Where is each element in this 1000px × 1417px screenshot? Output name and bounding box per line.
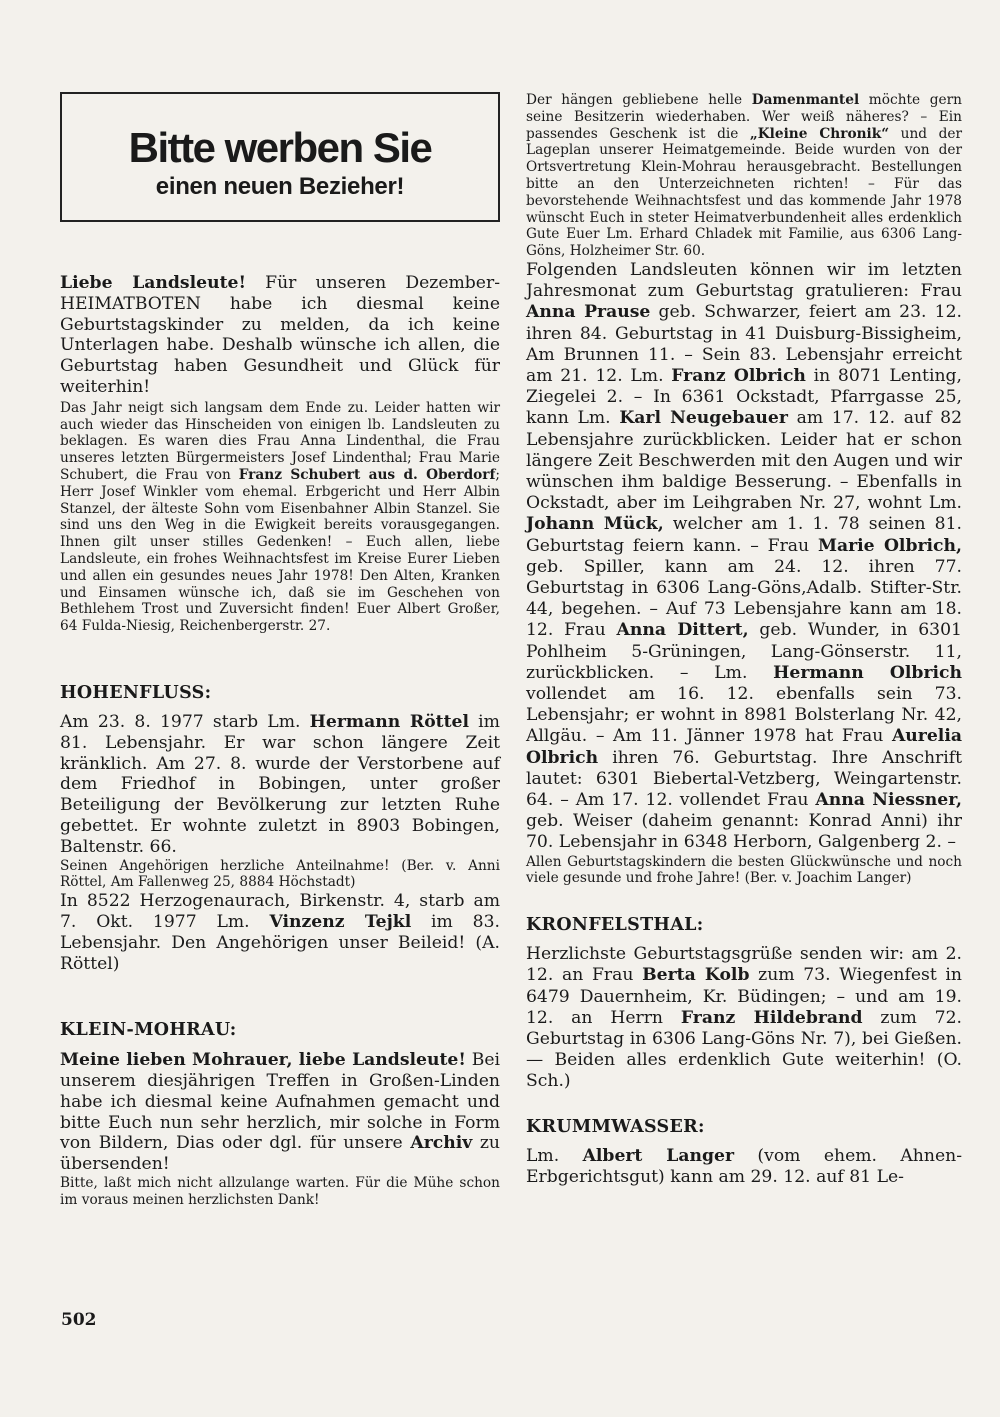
r2-text-f: geb. Spiller, kann am 24. 12. ihren 77. Geburtstag in 6306 Lang-Göns,Adalb. Stifter-Str. 44, begehen. – Auf 73 Lebensjahre kann am 18. 12. Frau: [526, 556, 962, 641]
section-heading-kronfelsthal: KRONFELSTHAL:: [526, 915, 704, 936]
r2-text-a: Folgenden Landsleuten können wir im letzten Jahresmonat zum Geburtstag gratulieren: Frau: [526, 259, 962, 302]
hf2-text-b: im 83. Lebensjahr. Den Angehörigen unser Beileid! (A. Röttel): [60, 911, 500, 974]
intro-text: Für unseren Dezember-HEIMATBOTEN habe ich diesmal keine Geburtstagskinder zu melden, da ich keine Unterlagen habe. Deshalb wünsche ich allen, die Geburtstag haben Gesundheit und Glück für weiterhin!: [60, 273, 500, 397]
obituary-bold-name: Franz Schubert aus d. Oberdorf: [238, 466, 496, 483]
r1-text-d: und der Lageplan unserer Heimatgemeinde. Beide wurden von der Ortsvertretung Klein-Mohrau herausgebracht. Bestellungen bitte an den Unterzeichneten richten! – Für das bevorstehende Weihnachtsfest und das kommende Jahr 1978 wünscht Euch in steter Heimatverbundenheit alles erdenklich Gute Euer Lm. Erhard Chladek mit Familie, aus 6306 Lang-Göns, Holzheimer Str. 60.: [526, 125, 962, 260]
kf-name-2: Franz Hildebrand: [680, 1007, 863, 1028]
kw-text-a: Lm.: [526, 1145, 583, 1166]
kf-text-c: zum 72. Geburtstag in 6306 Lang-Göns Nr. 7), bei Gießen. — Beiden alles erdenklich Gute weiterhin! (O. Sch.): [526, 1007, 963, 1092]
kronfelsthal-paragraph: [526, 944, 962, 1092]
kf-text-b: zum 73. Wiegenfest in 6479 Dauernheim, Kr. Büdingen; – und am 19. 12. an Herrn: [526, 965, 962, 1028]
intro-greeting: Liebe Landsleute!: [60, 273, 246, 293]
hohenfluss-paragraph-2: [60, 891, 500, 974]
klein-mohrau-paragraph: [60, 1050, 500, 1175]
r2-name-8: Aurelia Olbrich: [526, 726, 962, 768]
r1-bold-coat: Damenmantel: [751, 92, 860, 108]
section-heading-hohenfluss: HOHENFLUSS:: [60, 682, 212, 703]
r1-bold-chronicle: „Kleine Chronik“: [749, 125, 890, 142]
r2-text-g: geb. Wunder, in 6301 Pohlheim 5-Grüningen, Lang-Gönserstr. 11, zurückblicken. – Lm.: [526, 620, 962, 683]
r2-name-7: Hermann Olbrich: [773, 662, 962, 683]
obituary-text-1: Das Jahr neigt sich langsam dem Ende zu. Leider hatten wir auch wieder das Hinscheiden von einigen lb. Landsleuten zu beklagen. Es waren dies Frau Anna Lindenthal, die Frau unseres letzten Bürgermeisters Josef Lindenthal; Frau Marie Schubert, die Frau von: [60, 399, 500, 483]
advert-box: [60, 92, 500, 222]
kf-text-a: Herzlichste Geburtstagsgrüße senden wir: am 2. 12. an Frau: [526, 944, 962, 986]
r2-text-h: vollendet am 16. 12. ebenfalls sein 73. Lebensjahr; er wohnt in 8981 Bolsterlang Nr. 42, Allgäu. – Am 11. Jänner 1978 hat Frau: [526, 684, 962, 747]
birthdays-small-note: Allen Geburtstagskindern die besten Glückwünsche und noch viele gesunde und frohe Jahre! (Ber. v. Joachim Langer): [526, 853, 962, 887]
krummwasser-paragraph: [526, 1146, 962, 1188]
r2-name-1: Anna Prause: [526, 302, 651, 323]
r1-text-a: Der hängen gebliebene helle: [526, 92, 752, 108]
r2-name-9: Anna Niessner,: [815, 790, 962, 811]
left-column: [60, 92, 500, 1209]
r2-text-b: geb. Schwarzer, feiert am 23. 12. ihren 84. Geburtstag in 41 Duisburg-Bissigheim, Am Brunnen 11. – Sein 83. Lebensjahr erreicht am 21. 12. Lm.: [526, 302, 962, 386]
km-bold: Archiv: [410, 1133, 473, 1154]
r1-text-c: möchte gern seine Besitzerin wiederhaben. Wer weiß näheres? – Ein passendes Geschenk ist die: [526, 92, 962, 142]
obituary-text-2: ; Herr Josef Winkler vom ehemal. Erbgericht und Herr Albin Stanzel, der älteste Sohn vom Eisenbahner Albin Stanzel. Sie sind uns den Weg in die Ewigkeit bereits vorausgegangen. Ihnen gilt unser stilles Gedenken! – Euch allen, liebe Landsleute, ein frohes Weihnachtsfest im Kreise Eurer Lieben und allen ein gesundes neues Jahr 1978! Den Alten, Kranken und Einsamen wünsche ich, daß sie im Geschehen von Bethlehem Trost und Zuversicht finden! Euer Albert Großer, 64 Fulda-Niesig, Reichenbergerstr. 27.: [60, 466, 500, 635]
right-column: [526, 92, 962, 1188]
r2-text-e: welcher am 1. 1. 78 seinen 81. Geburtstag feiern kann. – Frau: [526, 514, 962, 556]
hf1-text-b: im 81. Lebensjahr. Er war schon längere Zeit kränklich. Am 27. 8. wurde der Verstorbene auf dem Friedhof in Bobingen, unter großer Beteiligung der Bevölkerung zur letzten Ruhe gebettet. Er wohnte zuletzt in 8903 Bobingen, Baltenstr. 66.: [60, 711, 500, 857]
km-text-a: Bei unserem diesjährigen Treffen in Großen-Linden habe ich diesmal keine Aufnahmen gemacht und bitte Euch nun sehr herzlich, mir solche in Form von Bildern, Dias oder dgl. für unsere: [60, 1050, 500, 1154]
intro-paragraph: [60, 273, 500, 398]
birthdays-paragraph: [526, 260, 962, 854]
r2-name-5: Marie Olbrich,: [817, 535, 962, 556]
advert-subtitle: einen neuen Bezieher!: [155, 173, 405, 200]
km-greeting: Meine lieben Mohrauer, liebe Landsleute!: [60, 1050, 466, 1071]
r2-name-4: Johann Mück,: [526, 514, 664, 535]
r2-text-i: ihren 76. Geburtstag. Ihre Anschrift lautet: 6301 Biebertal-Vetzberg, Weingartenstr. 64. – Am 17. 12. vollendet Frau: [526, 747, 962, 811]
hf1-name: Hermann Röttel: [309, 711, 469, 732]
r2-text-d: am 17. 12. auf 82 Lebensjahre zurückblicken. Leider hat er schon längere Zeit Beschwerden mit den Augen und wir wünschen ihm baldige Besserung. – Ebenfalls in Ockstadt, aber im Leihgraben Nr. 27, wohnt Lm.: [526, 408, 962, 514]
obituary-paragraph: [60, 400, 500, 635]
hf1-text-a: Am 23. 8. 1977 starb Lm.: [60, 711, 310, 732]
advert-title: Bitte werben Sie: [128, 124, 432, 171]
r2-name-2: Franz Olbrich: [671, 365, 806, 386]
kw-name: Albert Langer: [582, 1145, 735, 1166]
page-number: 502: [61, 1310, 97, 1330]
km-text-b: zu übersenden!: [60, 1133, 500, 1175]
kw-text-b: (vom ehem. Ahnen-Erbgerichtsgut) kann am 29. 12. auf 81 Le-: [526, 1145, 962, 1187]
hohenfluss-paragraph-1: [60, 712, 500, 858]
section-heading-klein-mohrau: KLEIN-MOHRAU:: [60, 1020, 237, 1041]
hf2-text-a: In 8522 Herzogenaurach, Birkenstr. 4, starb am 7. Okt. 1977 Lm.: [60, 891, 500, 932]
r2-text-j: geb. Weiser (daheim genannt: Konrad Anni) ihr 70. Lebensjahr in 6348 Herborn, Galgenberg 2. –: [526, 811, 962, 853]
hf2-name: Vinzenz Tejkl: [269, 911, 412, 932]
r2-text-c: in 8071 Lenting, Ziegelei 2. – In 6361 Ockstadt, Pfarrgasse 25, kann Lm.: [526, 365, 962, 429]
r2-name-3: Karl Neugebauer: [619, 408, 788, 429]
section-heading-krummwasser: KRUMMWASSER:: [526, 1116, 705, 1137]
kf-name-1: Berta Kolb: [642, 965, 750, 986]
r2-name-6: Anna Dittert,: [616, 620, 749, 641]
hohenfluss-small-note: Seinen Angehörigen herzliche Anteilnahme! (Ber. v. Anni Röttel, Am Fallenweg 25, 8884 Höchstadt): [60, 857, 500, 891]
coat-and-chronicle-paragraph: [526, 92, 962, 260]
klein-mohrau-small-note: Bitte, laßt mich nicht allzulange warten. Für die Mühe schon im voraus meinen herzlichsten Dank!: [60, 1175, 500, 1208]
